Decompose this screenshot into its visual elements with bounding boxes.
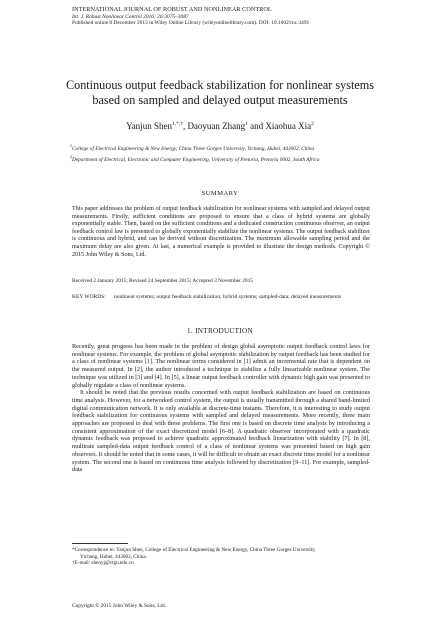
journal-header [72,7,412,27]
affiliation-1-mark: 1 [70,143,72,148]
author-separator-1: , [182,121,188,131]
received-dates: Received 2 January 2015; Revised 24 September 2015; Accepted 3 November 2015 [72,278,253,284]
paragraph-2: It should be noted that the previous results concerned with output feedback stabilization are based on continuous time analysis. However, for a networked control system, the output is usually transmitted through a shared band-limited digital communication network. It is only available at discrete-time instants. Therefore, it is interesting to study output feedback stabilization for continuous systems with sampled and delayed measurements. More recently, three main approaches are proposed to deal with these problems. The first one is based on discrete time analysis by introducing a consistent approximation of the exact discretized model [6–8]. A quadratic observer incorporated with a quadratic dynamic feedback was proposed to achieve quadratic approximated feedback linearization with stability [7]. In [8], multirate sampled-data output feedback control of a class of nonlinear systems was presented based on high gain observers. It should be noted that in some cases, it will be difficult to obtain an exact discrete time model for a nonlinear system. The second one is based on continuous time analysis followed by discretization [9–11]. For example, sampled-data [72,389,370,474]
section-heading-introduction: 1. INTRODUCTION [187,327,253,335]
paper-title [40,78,400,108]
author-2: Daoyuan Zhang [187,121,246,131]
footnote-rule [72,543,128,544]
copyright-notice: Copyright © 2015 John Wiley & Sons, Ltd. [72,603,167,609]
footnotes [72,547,370,567]
footnote-correspondence-cont: Yichang, Hubei, 443002, China. [80,553,147,560]
keywords-text: nonlinear systems; output feedback stabilization; hybrid systems; sampled-data; delayed measurements [114,294,342,300]
paragraph-1: Recently, great progress has been made in the problem of design global asymptotic output feedback control laws for nonlinear systems. For example, the problem of global asymptotic stabilization by output feedback has been studied for a class of nonlinear systems [1]. The nonlinear terms considered in [1] admit an incremental rate that is dependent on the measured output. In [2], the author introduced a technique to stabilize a fully linearizable nonlinear system. The technique was utilized in [3] and [4]. In [5], a linear output feedback controller with dynamic high gain was presented to globally regulate a class of nonlinear systems. [72,343,370,389]
author-separator-2: and [247,121,266,131]
author-1: Yanjun Shen [126,121,172,131]
summary-heading: SUMMARY [201,190,239,197]
journal-publication-info: Published online 8 December 2015 in Wiley Online Library (wileyonlinelibrary.com). DOI: 10.1002/rnc.3491 [72,20,310,27]
introduction-body [72,343,370,474]
author-list [40,121,400,131]
author-1-marks: 1,*,† [171,121,183,127]
affiliation-2-text: Department of Electrical, Electronic and Computer Engineering, University of Pretoria, Pretoria 0002, South Africa [72,156,320,163]
author-3: Xiaohua Xia [265,121,312,131]
footnote-email: †E-mail: shenyj@ctgu.edu.cn [72,560,134,566]
abstract-text: This paper addresses the problem of output feedback stabilization for nonlinear systems with sampled and delayed output measurements. Firstly, sufficient conditions are proposed to ensure that a class of hybrid systems are globally exponentially stable. Then, based on the sufficient conditions and a dedicated construction continuous observer, an output feedback control law is presented to globally exponentially stabilize the nonlinear systems. The output feedback stabilizer is continuous and hybrid, and can be derived without discretization. The maximum allowable sampling period and the maximum delay are also given. At last, a numerical example is provided to illustrate the design methods. Copyright © 2015 John Wiley & Sons, Ltd. [72,206,370,258]
author-3-marks: 2 [311,121,314,127]
title-line-2: based on sampled and delayed output measurements [92,93,348,107]
affiliations [70,142,400,164]
footnote-correspondence: *Correspondence to: Yanjun Shen, College of Electrical Engineering & New Energy, China Three Gorges University, [72,547,316,553]
keywords [72,294,370,301]
keywords-label: KEY WORDS: [72,294,106,300]
affiliation-2-mark: 2 [70,153,72,159]
affiliation-1 [70,142,400,153]
journal-citation: Int. J. Robust Nonlinear Control 2016; 26:3075–3087 [72,13,189,20]
journal-name: INTERNATIONAL JOURNAL OF ROBUST AND NONLINEAR CONTROL [72,6,272,13]
affiliation-2 [70,153,400,164]
affiliation-1-text: College of Electrical Engineering & New Energy, China Three Gorges University, Yichang, Hubei, 443002, China [72,145,315,152]
title-line-1: Continuous output feedback stabilization for nonlinear systems [65,78,374,92]
author-2-marks: 1 [245,121,248,127]
